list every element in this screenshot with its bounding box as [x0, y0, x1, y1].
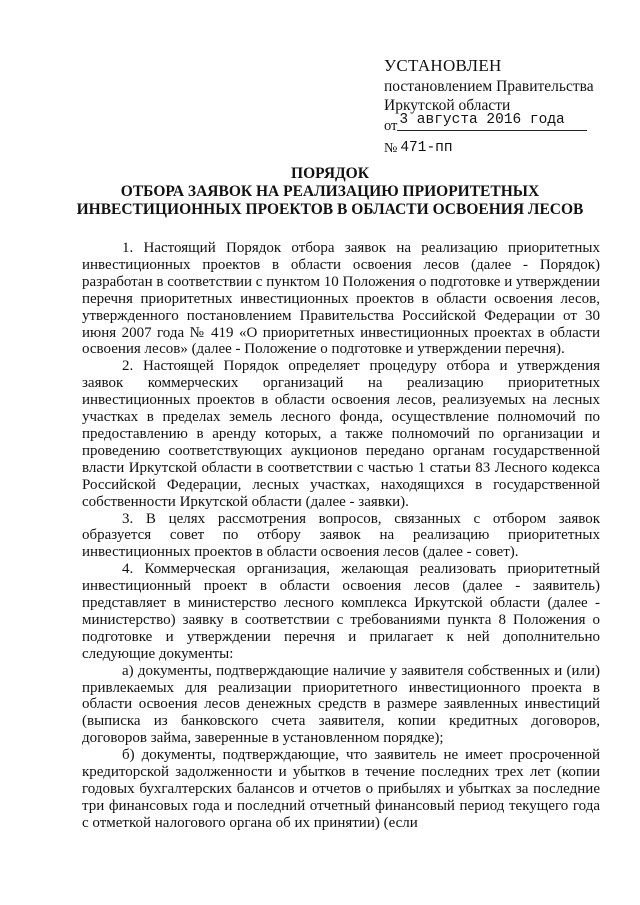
date-prefix: от: [384, 118, 398, 134]
paragraph-4: 4. Коммерческая организация, желающая реализовать приоритетный инвестиционный проект в области освоения лесов (далее - заявитель) представляет в министерство лесного комплекса Иркутской области (далее - министерство) заявку в соответствии с требованиями пункта 8 Положения о подготовке и утверждении перечня и прилагает к ней дополнительно следующие документы:: [82, 561, 600, 662]
title-line-2: ОТБОРА ЗАЯВОК НА РЕАЛИЗАЦИЮ ПРИОРИТЕТНЫХ: [120, 183, 540, 200]
approval-date-row: [384, 112, 614, 136]
paragraph-4b: б) документы, подтверждающие, что заявитель не имеет просроченной кредиторской задолженности и убытков в течение последних трех лет (копии годовых бухгалтерских балансов и отчетов о прибылях и убытках за последние три финансовых года и последний отчетный финансовый период текущего года с отметкой налогового органа об их принятии) (если: [82, 747, 600, 831]
title-line-3: ИНВЕСТИЦИОННЫХ ПРОЕКТОВ В ОБЛАСТИ ОСВОЕНИЯ ЛЕСОВ: [76, 201, 584, 218]
title-line-1: ПОРЯДОК: [291, 165, 369, 182]
paragraph-2: 2. Настоящей Порядок определяет процедуру отбора и утверждения заявок коммерческих организаций на реализацию приоритетных инвестиционных проектов в области освоения лесов, реализуемых на лесных участках в пределах земель лесного фонда, осуществление полномочий по предоставлению в аренду которых, а также полномочий по организации и проведению соответствующих аукционов передано органам государственной власти Иркутской области в соответствии с частью 1 статьи 83 Лесного кодекса Российской Федерации, лесных участках, находящихся в государственной собственности Иркутской области (далее - заявки).: [82, 358, 600, 510]
approval-line-2: Иркутской области: [384, 97, 511, 114]
number-prefix: №: [384, 141, 398, 156]
approval-stamp: УСТАНОВЛЕН: [384, 56, 502, 75]
paragraph-3: 3. В целях рассмотрения вопросов, связанных с отбором заявок образуется совет по отбору заявок на реализацию приоритетных инвестиционных проектов в области освоения лесов (далее - совет).: [82, 510, 600, 561]
document-body: [82, 240, 600, 832]
approval-block: [384, 56, 614, 158]
approval-number: 471-пп: [400, 140, 453, 156]
approval-number-row: [384, 139, 614, 158]
approval-line-1: постановлением Правительства: [384, 78, 594, 95]
paragraph-1: 1. Настоящий Порядок отбора заявок на реализацию приоритетных инвестиционных проектов в области освоения лесов (далее - Порядок) разработан в соответствии с пунктом 10 Положения о подготовке и утверждении перечня приоритетных инвестиционных проектов в области освоения лесов, утвержденного постановлением Правительства Российской Федерации от 30 июня 2007 года № 419 «О приоритетных инвестиционных проектах в области освоения лесов» (далее - Положение о подготовке и утверждении перечня).: [82, 240, 600, 358]
approval-date: 3 августа 2016 года: [397, 111, 587, 131]
paragraph-4a: а) документы, подтверждающие наличие у заявителя собственных и (или) привлекаемых для реализации приоритетного инвестиционного проекта в области освоения лесов денежных средств в размере заявленных инвестиций (выписка из банковского счета заявителя, копии кредитных договоров, договоров займа, заверенные в установленном порядке);: [82, 662, 600, 747]
document-title: [60, 165, 600, 219]
